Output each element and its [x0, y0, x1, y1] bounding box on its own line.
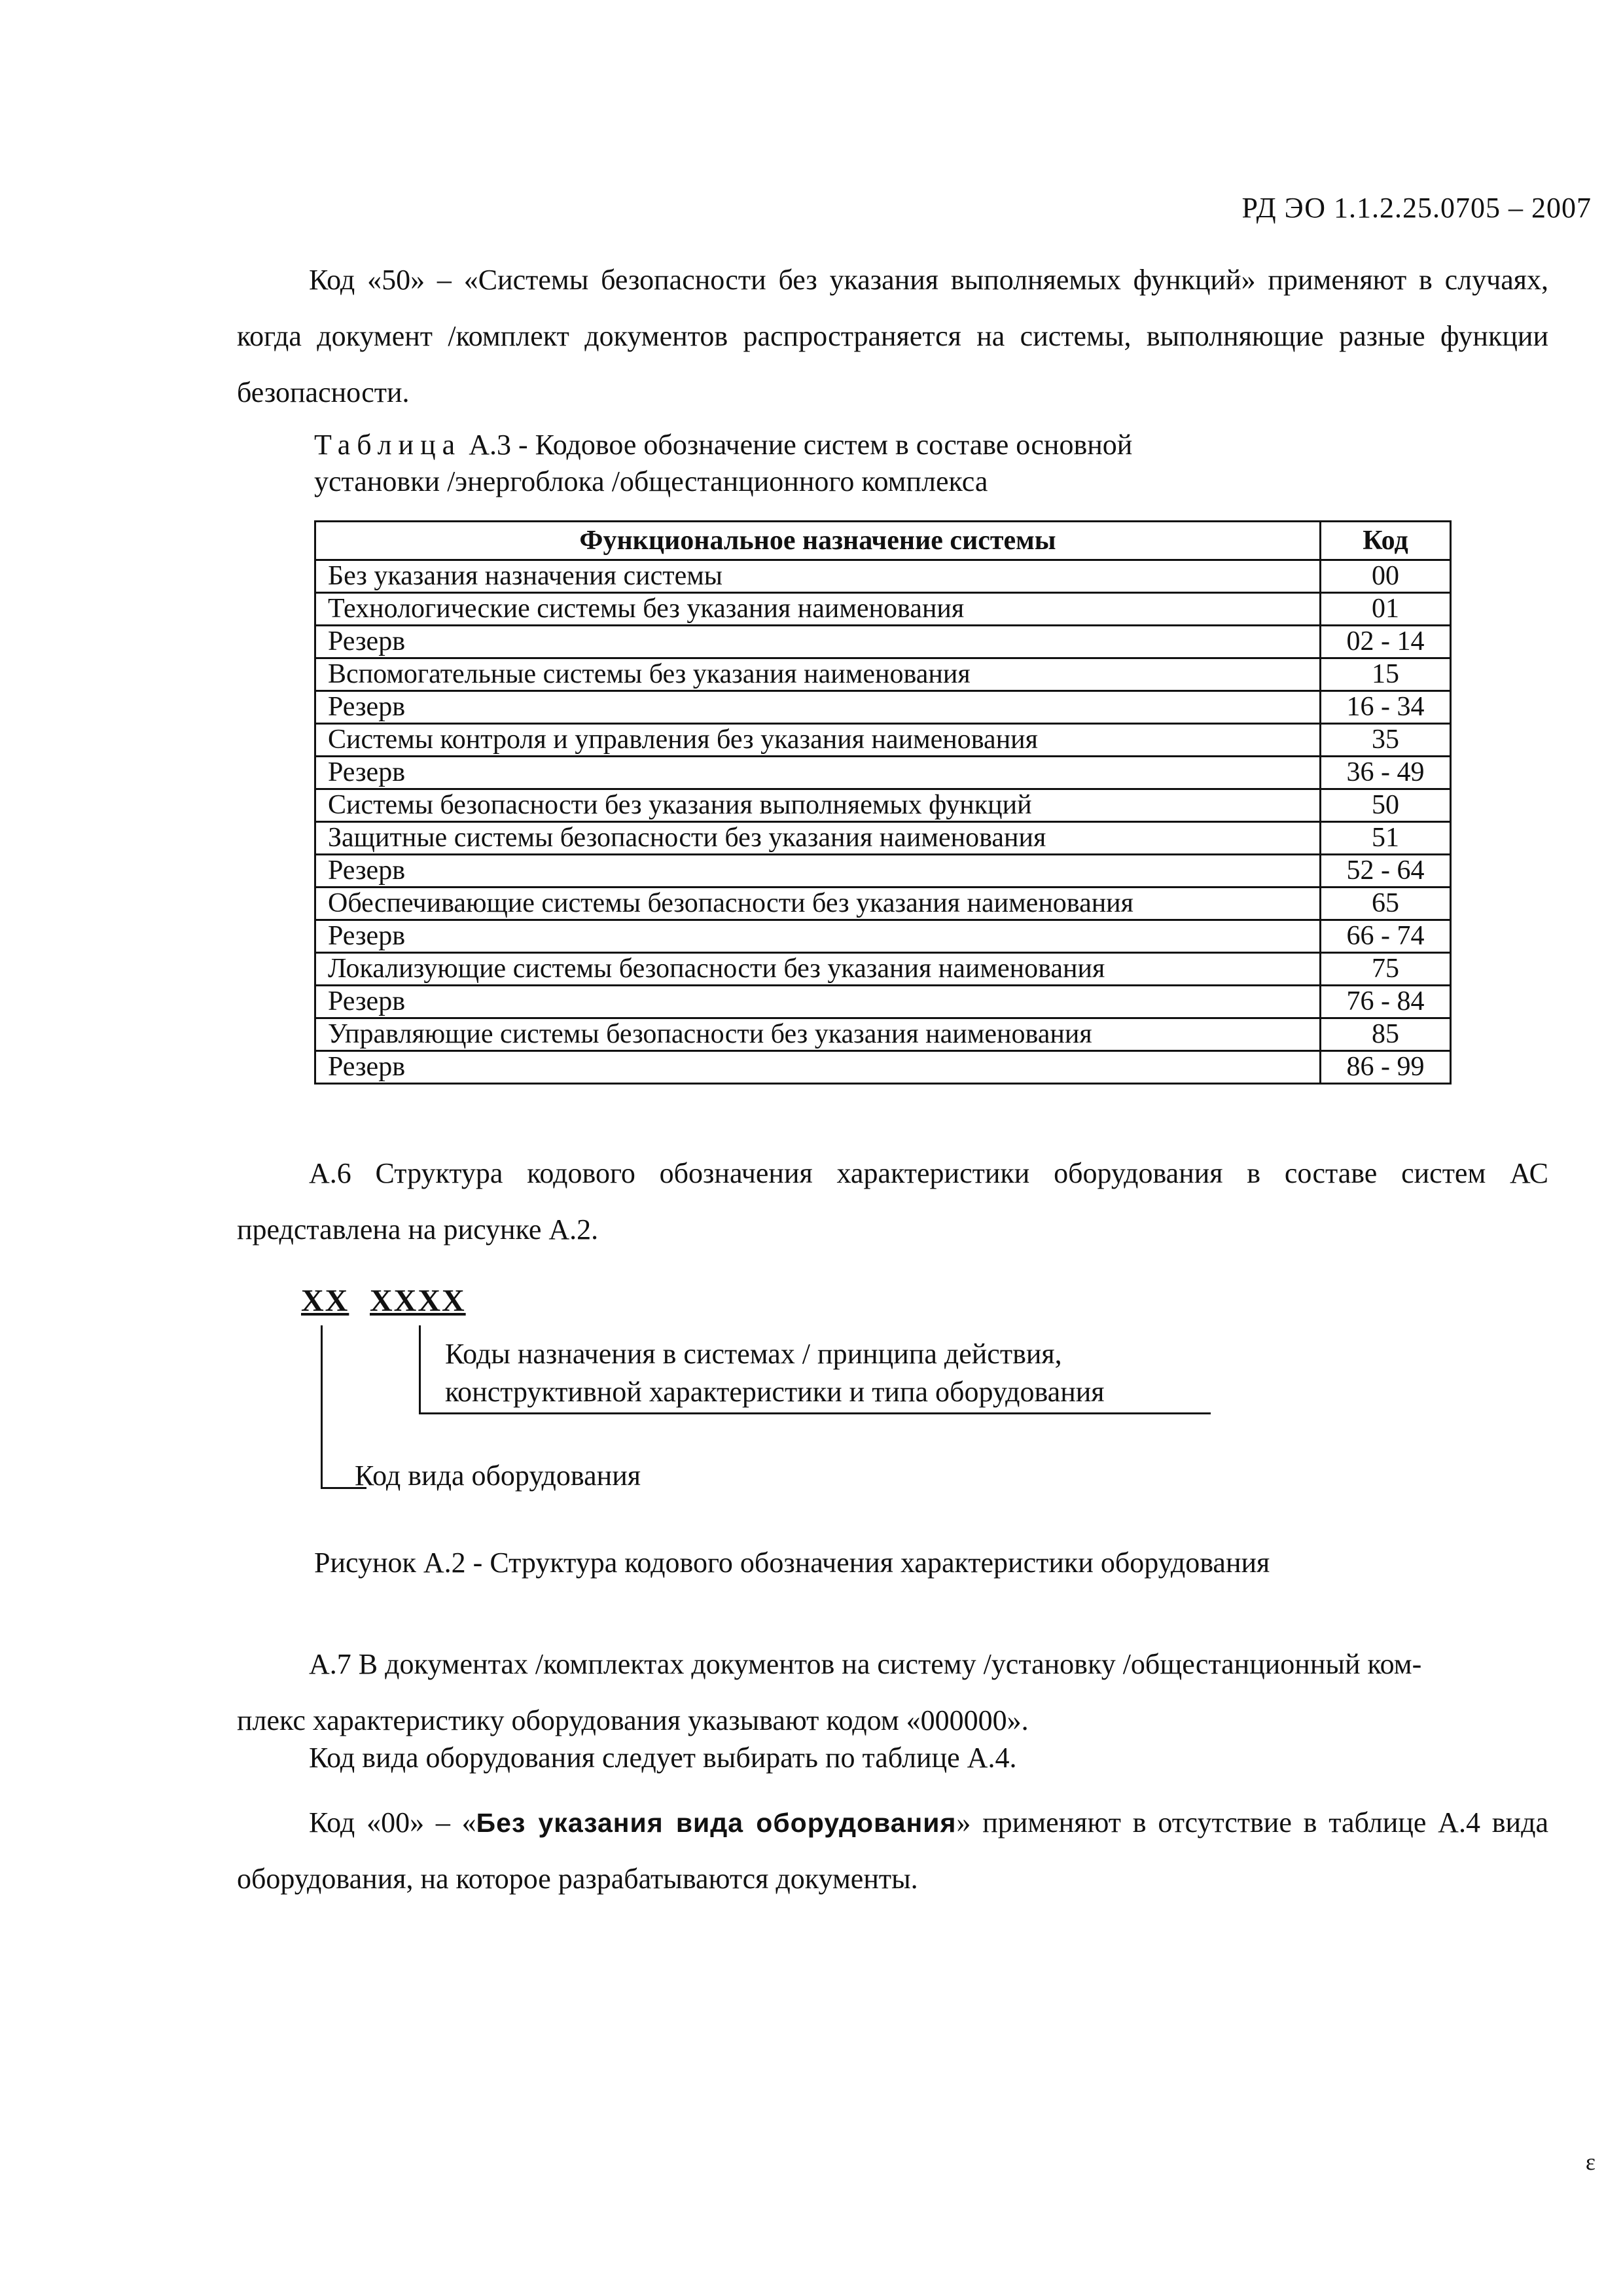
table-caption-line-1 [314, 427, 1361, 463]
document-header: РД ЭО 1.1.2.25.0705 – 2007 [1241, 192, 1592, 224]
row-code: 00 [1321, 560, 1451, 593]
table-row [315, 724, 1451, 757]
row-code: 65 [1321, 888, 1451, 920]
table-row [315, 593, 1451, 626]
table-row [315, 626, 1451, 658]
row-name: Технологические системы без указания наименования [315, 593, 1321, 626]
row-code: 35 [1321, 724, 1451, 757]
row-name: Резерв [315, 986, 1321, 1018]
row-name: Без указания назначения системы [315, 560, 1321, 593]
header-function: Функциональное назначение системы [315, 522, 1321, 560]
table-caption-line-2: установки /энергоблока /общестанционного комплекса [314, 465, 988, 497]
table-row [315, 789, 1451, 822]
table-row [315, 855, 1451, 888]
table-row [315, 691, 1451, 724]
row-name: Защитные системы безопасности без указания наименования [315, 822, 1321, 855]
page-mark: ε [1585, 2149, 1596, 2175]
row-code: 52 - 64 [1321, 855, 1451, 888]
table-header-row [315, 522, 1451, 560]
row-name: Управляющие системы безопасности без указания наименования [315, 1018, 1321, 1051]
diagram-label-codes-line-2: конструктивной характеристики и типа оборудования [445, 1376, 1105, 1408]
figure-caption: Рисунок А.2 - Структура кодового обозначения характеристики оборудования [314, 1547, 1270, 1579]
row-name: Резерв [315, 626, 1321, 658]
table-caption [314, 427, 1361, 500]
paragraph-code-00-after: » применяют в отсутствие в таблице А.4 вида оборудования, на которое разрабатываются документы. [237, 1806, 1548, 1895]
row-name: Системы контроля и управления без указания наименования [315, 724, 1321, 757]
row-code: 86 - 99 [1321, 1051, 1451, 1084]
table-row [315, 1051, 1451, 1084]
row-code: 36 - 49 [1321, 757, 1451, 789]
code-part-characteristics: XXXX [370, 1283, 466, 1318]
row-name: Резерв [315, 691, 1321, 724]
table-caption-text: А.3 - Кодовое обозначение систем в составе основной [461, 429, 1133, 461]
table-row [315, 986, 1451, 1018]
paragraph-code-00-before: Код «00» – « [309, 1806, 476, 1839]
table-row [315, 953, 1451, 986]
row-name: Резерв [315, 1051, 1321, 1084]
row-code: 02 - 14 [1321, 626, 1451, 658]
code-structure-diagram [301, 1283, 1217, 1532]
row-name: Обеспечивающие системы безопасности без указания наименования [315, 888, 1321, 920]
table-row [315, 1018, 1451, 1051]
row-code: 50 [1321, 789, 1451, 822]
diagram-label-equipment-type: Код вида оборудования [355, 1460, 641, 1492]
row-code: 01 [1321, 593, 1451, 626]
table-row [315, 888, 1451, 920]
row-code: 51 [1321, 822, 1451, 855]
row-name: Резерв [315, 757, 1321, 789]
paragraph-a6: А.6 Структура кодового обозначения характеристики оборудования в составе систем АС представлена на рисунке А.2. [237, 1157, 1548, 1246]
row-code: 85 [1321, 1018, 1451, 1051]
paragraph-a7-line-1: А.7 В документах /комплектах документов на систему /установку /общестанционный ком- [309, 1648, 1422, 1680]
paragraph-a7-line-2: плекс характеристику оборудования указывают кодом «000000». [237, 1704, 1029, 1736]
paragraph-code-00-bold: Без указания вида оборудования [476, 1808, 957, 1838]
bracket-line-2-vertical [419, 1325, 421, 1414]
code-part-equipment-type: XX [301, 1283, 349, 1318]
row-name: Локализующие системы безопасности без указания наименования [315, 953, 1321, 986]
paragraph-table-a4-ref: Код вида оборудования следует выбирать по таблице А.4. [309, 1742, 1017, 1774]
row-code: 66 - 74 [1321, 920, 1451, 953]
paragraph-code-00 [237, 1795, 1548, 1907]
header-code: Код [1321, 522, 1451, 560]
diagram-label-codes-line-1: Коды назначения в системах / принципа действия, [445, 1338, 1062, 1370]
row-code: 15 [1321, 658, 1451, 691]
table-row [315, 560, 1451, 593]
table-row [315, 757, 1451, 789]
row-name: Вспомогательные системы без указания наименования [315, 658, 1321, 691]
row-code: 16 - 34 [1321, 691, 1451, 724]
table-row [315, 920, 1451, 953]
bracket-line-1-vertical [321, 1325, 323, 1489]
row-code: 75 [1321, 953, 1451, 986]
system-codes-table [314, 520, 1452, 1085]
table-row [315, 822, 1451, 855]
row-name: Системы безопасности без указания выполняемых функций [315, 789, 1321, 822]
diagram-label-codes [445, 1335, 1105, 1411]
table-row [315, 658, 1451, 691]
row-name: Резерв [315, 920, 1321, 953]
bracket-line-2-horizontal [419, 1412, 1211, 1414]
paragraph-code-50: Код «50» – «Системы безопасности без указания выполняемых функций» применяют в случаях, когда документ /комплект документов распространяется на системы, выполняющие разные функции безопасности. [237, 264, 1548, 408]
table-caption-word: Таблица [314, 429, 462, 461]
row-code: 76 - 84 [1321, 986, 1451, 1018]
paragraph-a7 [237, 1636, 1548, 1749]
row-name: Резерв [315, 855, 1321, 888]
